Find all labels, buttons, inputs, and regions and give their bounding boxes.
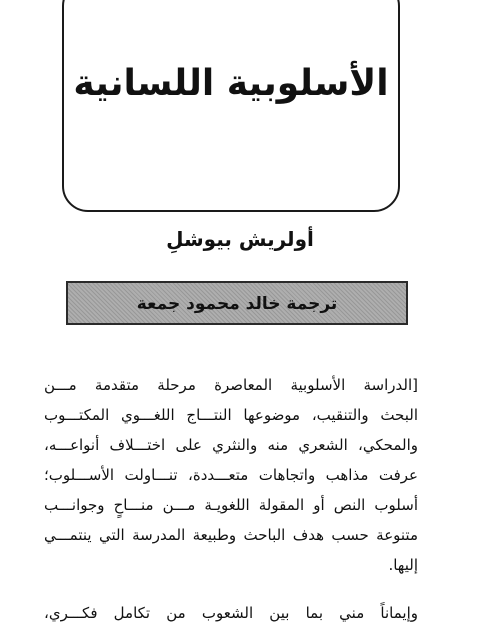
paragraph-line: عرفت مذاهب واتجاهات متعـــددة، تنـــاولت الأســـلوب؛ [44,466,418,484]
translator-credit: ترجمة خالد محمود جمعة [136,294,338,314]
paragraph-gap [44,580,418,598]
paragraph-line: إليها. [388,556,418,574]
paragraph-line: [الدراسة الأسلوبية المعاصرة مرحلة متقدمة مـــن [44,376,418,394]
body-text [44,370,418,628]
paragraph-line: البحث والتنقيب، موضوعها النتـــاج اللغـــوي المكتـــوب [44,406,418,424]
book-title: الأسلوبية اللسانية [73,63,389,104]
paragraph-line: والمحكي، الشعري منه والنثري على اختـــلاف أنواعـــه، [44,436,418,454]
translator-banner [66,281,408,325]
paragraph-line: متنوعة حسب هدف الباحث وطبيعة المدرسة التي ينتمـــي [44,526,418,544]
paragraph-line: أسلوب النص أو المقولة اللغويـة مـــن منـــاحٍ وجوانـــب [44,496,418,514]
title-frame [62,0,400,212]
paragraph-line: وإيماناً مني بما بين الشعوب من تكامل فكـــري، [44,604,418,622]
author-name: أولريش بيوشلِ [166,227,314,251]
